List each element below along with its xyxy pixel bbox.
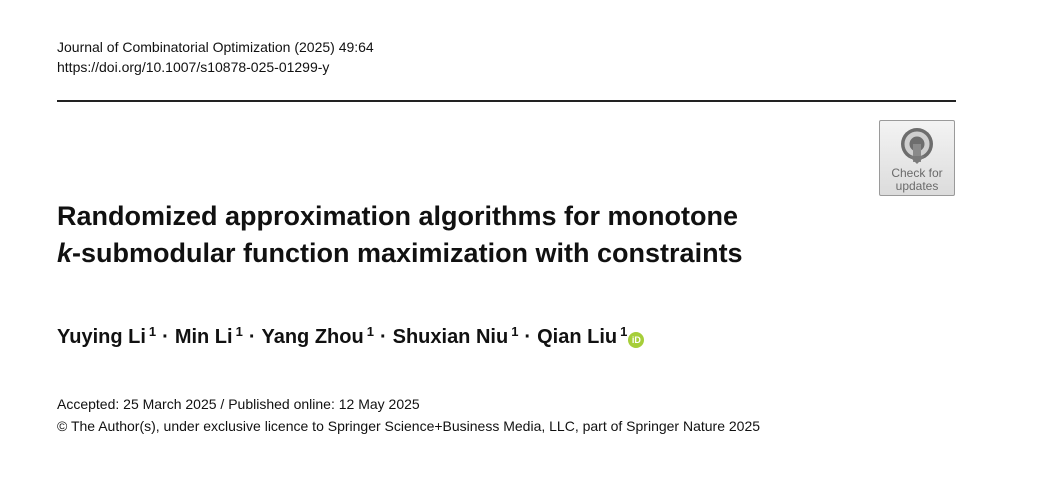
- orcid-icon[interactable]: iD: [628, 332, 644, 348]
- check-updates-label-2: updates: [895, 179, 939, 193]
- title-line-2-rest: -submodular function maximization with constraints: [72, 238, 743, 268]
- paper-title: [57, 198, 877, 272]
- title-italic-k: k: [57, 238, 73, 268]
- author[interactable]: [57, 326, 156, 348]
- header-divider: [57, 100, 956, 102]
- author[interactable]: [393, 326, 519, 348]
- check-updates-label: Check for: [891, 166, 943, 180]
- crossmark-icon: [899, 126, 935, 166]
- author-affiliation: 1: [620, 324, 628, 339]
- author-name: Min Li: [174, 326, 233, 348]
- author-separator: ·: [162, 326, 169, 348]
- author-affiliation: 1: [366, 324, 374, 339]
- author-separator: ·: [248, 326, 256, 348]
- author[interactable]: [261, 326, 373, 348]
- author-separator: ·: [379, 326, 387, 348]
- title-line-2: [57, 235, 877, 272]
- author-name: Yang Zhou: [261, 326, 364, 348]
- journal-citation: Journal of Combinatorial Optimization (2025) 49:64: [57, 39, 374, 55]
- author-affiliation: 1: [511, 324, 519, 339]
- author-name: Shuxian Niu: [392, 326, 509, 348]
- author-name: Yuying Li: [57, 326, 146, 348]
- publication-dates: Accepted: 25 March 2025 / Published online: 12 May 2025: [57, 396, 420, 412]
- author-affiliation: 1: [235, 324, 243, 339]
- author-list: [57, 318, 644, 351]
- check-for-updates-badge[interactable]: [879, 120, 955, 196]
- doi-link[interactable]: https://doi.org/10.1007/s10878-025-01299-y: [57, 59, 330, 75]
- author[interactable]: [175, 326, 243, 348]
- author[interactable]: [537, 326, 627, 348]
- copyright-notice: © The Author(s), under exclusive licence to Springer Science+Business Media, LLC, part of Springer Nature 2025: [57, 418, 761, 434]
- author-separator: ·: [524, 326, 532, 348]
- author-name: Qian Liu: [537, 326, 618, 348]
- title-line-1: Randomized approximation algorithms for monotone: [57, 201, 739, 231]
- author-affiliation: 1: [148, 324, 157, 339]
